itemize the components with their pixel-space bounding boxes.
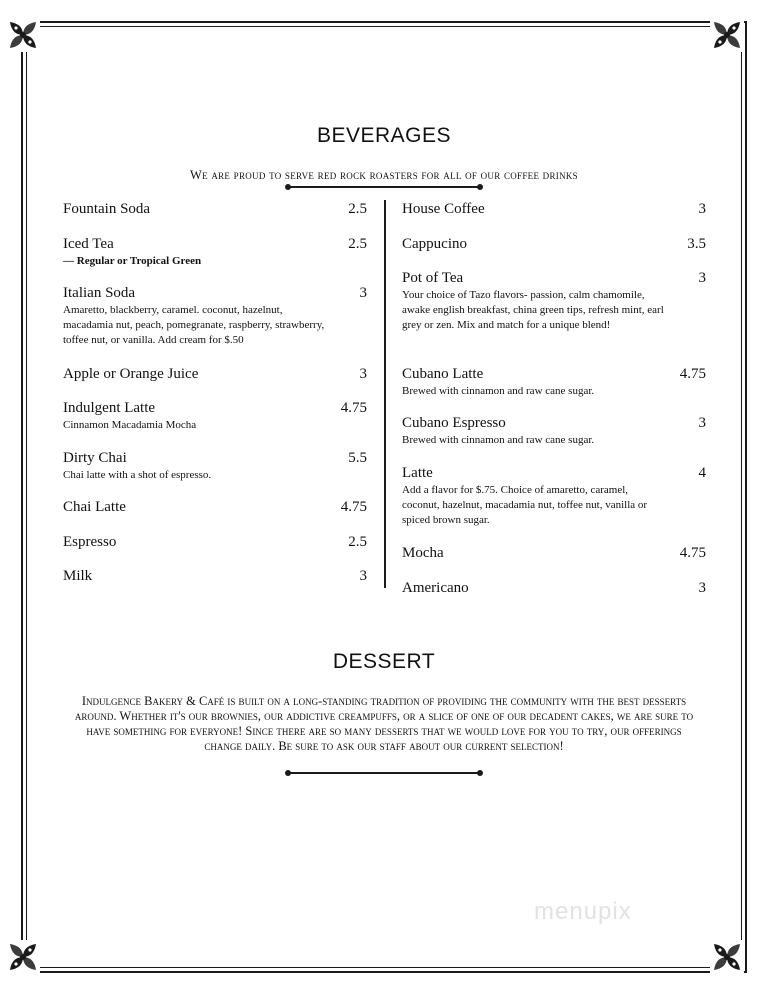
menu-item — [402, 579, 706, 601]
beverages-subtitle: We are proud to serve red rock roasters for all of our coffee drinks — [190, 168, 578, 182]
item-name: Latte — [402, 465, 433, 481]
menu-item — [63, 284, 367, 365]
item-description: Brewed with cinnamon and raw cane sugar. — [402, 385, 595, 397]
section-divider — [288, 772, 480, 774]
item-name: House Coffee — [402, 201, 485, 217]
item-name: Apple or Orange Juice — [63, 366, 199, 382]
item-price: 3 — [698, 270, 706, 286]
item-name: Espresso — [63, 534, 117, 550]
menu-item — [402, 544, 706, 579]
item-name: Italian Soda — [63, 285, 136, 301]
item-name: Cubano Espresso — [402, 415, 506, 431]
item-name: Americano — [402, 580, 469, 596]
item-name: Dirty Chai — [63, 450, 127, 466]
item-description: Brewed with cinnamon and raw cane sugar. — [402, 434, 595, 446]
menu-item — [402, 414, 706, 464]
item-name: Milk — [63, 568, 93, 584]
item-price: 4.75 — [340, 400, 367, 416]
item-description: Your choice of Tazo flavors- passion, calm chamomile, awake english breakfast, china green tips, refresh mint, earl grey or zen. Mix and match for a unique blend! — [402, 289, 664, 331]
menu-item — [402, 235, 706, 269]
item-name: Cubano Latte — [402, 366, 484, 382]
corner-ornament-icon — [710, 940, 744, 974]
item-name: Pot of Tea — [402, 270, 464, 286]
dessert-title: DESSERT — [332, 650, 436, 673]
item-description: — Regular or Tropical Green — [63, 255, 202, 267]
item-price: 3 — [698, 201, 706, 217]
item-price: 4 — [698, 465, 706, 481]
menu-item — [63, 235, 367, 284]
menu-item — [63, 200, 367, 235]
item-description: Amaretto, blackberry, caramel. coconut, hazelnut, macadamia nut, peach, pomegranate, raspberry, strawberry, toffee nut, or vanilla. Add cream for $.50 — [63, 304, 325, 346]
beverages-left-column — [63, 200, 367, 589]
item-price: 3 — [359, 366, 367, 382]
item-price: 5.5 — [348, 450, 367, 466]
item-price: 3 — [698, 580, 706, 596]
corner-ornament-icon — [6, 940, 40, 974]
menu-item — [402, 365, 706, 414]
item-price: 2.5 — [348, 201, 367, 217]
menu-item — [63, 533, 367, 567]
item-price: 3 — [698, 415, 706, 431]
item-description: Chai latte with a shot of espresso. — [63, 469, 212, 481]
menu-item — [402, 269, 706, 365]
item-price: 3 — [359, 285, 367, 301]
menu-item — [402, 200, 706, 235]
watermark-logo: menupix — [534, 898, 632, 925]
corner-ornament-icon — [6, 18, 40, 52]
item-price: 2.5 — [348, 236, 367, 252]
item-name: Mocha — [402, 545, 444, 561]
menu-item — [63, 449, 367, 498]
item-description: Cinnamon Macadamia Mocha — [63, 419, 197, 431]
section-divider — [288, 186, 480, 188]
item-price: 4.75 — [679, 545, 706, 561]
menu-item — [63, 498, 367, 533]
item-price: 2.5 — [348, 534, 367, 550]
menu-item — [63, 567, 367, 589]
item-price: 3 — [359, 568, 367, 584]
item-name: Cappucino — [402, 236, 467, 252]
menu-item — [402, 464, 706, 544]
dessert-description: Indulgence Bakery & Café is built on a long-standing tradition of providing the community with the best desserts around. Whether it's our brownies, our addictive creampuffs, or a slice of one of our decadent cakes, we are sure to have something for everyone! Since there are so many desserts that we would love for you to try, our offerings change daily. Be sure to ask our staff about our current selection! — [74, 694, 694, 753]
item-name: Indulgent Latte — [63, 400, 156, 416]
item-name: Fountain Soda — [63, 201, 151, 217]
item-description: Add a flavor for $.75. Choice of amaretto, caramel, coconut, hazelnut, macadamia nut, toffee nut, vanilla or spiced brown sugar. — [402, 484, 648, 526]
item-price: 4.75 — [340, 499, 367, 515]
corner-ornament-icon — [710, 18, 744, 52]
beverages-right-column — [402, 200, 706, 601]
menu-item — [63, 365, 367, 399]
item-price: 3.5 — [687, 236, 706, 252]
item-name: Iced Tea — [63, 236, 114, 252]
menu-item — [63, 399, 367, 449]
item-price: 4.75 — [679, 366, 706, 382]
item-name: Chai Latte — [63, 499, 126, 515]
column-divider — [384, 200, 386, 588]
beverages-title: BEVERAGES — [316, 124, 452, 147]
